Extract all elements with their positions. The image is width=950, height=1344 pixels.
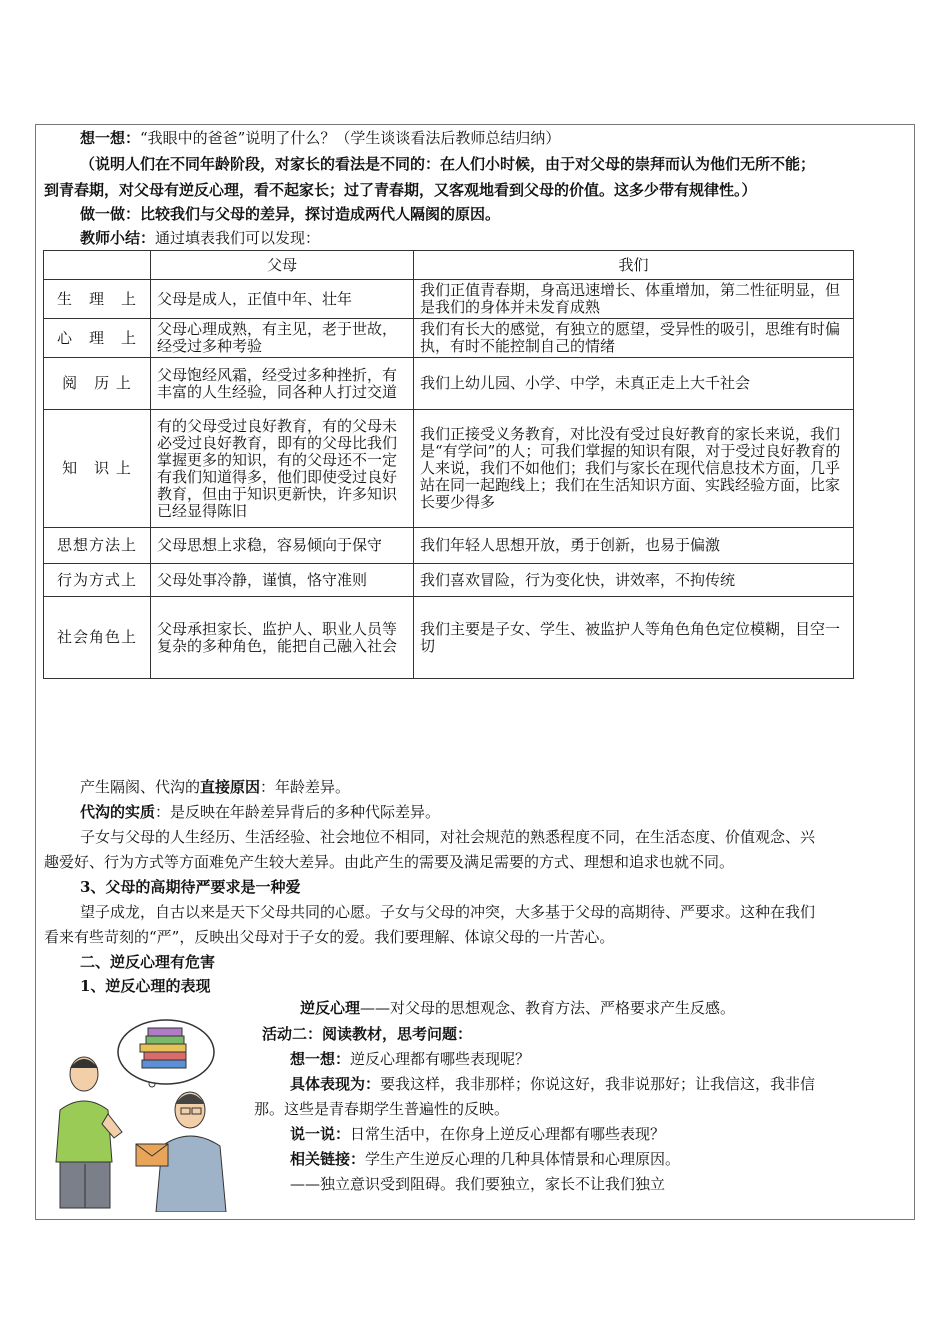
row-label: 思想方法上 [44, 528, 151, 564]
table-row [44, 280, 854, 319]
hope-line-2: 看来有些苛刻的“严”，反映出父母对于子女的爱。我们要理解、体谅父母的一片苦心。 [44, 928, 615, 946]
sub-heading-1: 1、逆反心理的表现 [80, 977, 211, 995]
diff-line-1: 子女与父母的人生经历、生活经验、社会地位不相同，对社会规范的熟悉程度不同，在生活态度、价值观念、兴 [80, 828, 816, 846]
table-row [44, 358, 854, 410]
us-cell: 我们正值青春期，身高迅速增长、体重增加，第二性征明显，但是我们的身体并未发育成熟 [414, 280, 854, 319]
parents-cell: 父母是成人，正值中年、壮年 [151, 280, 414, 319]
parents-cell: 有的父母受过良好教育，有的父母未必受过良好教育，即有的父母比我们掌握更多的知识，有的父母还不一定有我们知道得多，他们即使受过良好教育，但由于知识更新快，许多知识已经显得陈旧 [151, 410, 414, 528]
row-label: 生 理 上 [44, 280, 151, 319]
comparison-table [43, 250, 854, 679]
us-cell: 我们年轻人思想开放，勇于创新，也易于偏激 [414, 528, 854, 564]
say-line: 说一说：日常生活中，在你身上逆反心理都有哪些表现？ [290, 1125, 666, 1143]
diff-line-2: 趣爱好、行为方式等方面难免产生较大差异。由此产生的需要及满足需要的方式、理想和追求也就不同。 [44, 853, 735, 871]
concrete-line-1: 具体表现为：要我这样，我非那样；你说这好，我非说那好；让我信这，我非信 [290, 1075, 816, 1093]
table-row [44, 410, 854, 528]
row-label: 知 识 上 [44, 410, 151, 528]
parents-cell: 父母承担家长、监护人、职业人员等复杂的多种角色，能把自己融入社会 [151, 597, 414, 679]
row-label: 阅 历 上 [44, 358, 151, 410]
header-cell: 我们 [414, 251, 854, 280]
link-line: 相关链接：学生产生逆反心理的几种具体情景和心理原因。 [290, 1150, 681, 1168]
us-cell: 我们有长大的感觉，有独立的愿望，受异性的吸引，思维有时偏执，有时不能控制自己的情绪 [414, 319, 854, 358]
father-son-illustration [44, 1012, 254, 1212]
parents-cell: 父母思想上求稳，容易倾向于保守 [151, 528, 414, 564]
table-row [44, 597, 854, 679]
parents-cell: 父母心理成熟，有主见，老于世故，经受过多种考验 [151, 319, 414, 358]
last-line: ——独立意识受到阻碍。我们要独立，家长不让我们独立 [290, 1175, 666, 1193]
row-label: 心 理 上 [44, 319, 151, 358]
term-line: 逆反心理——对父母的思想观念、教育方法、严格要求产生反感。 [300, 999, 736, 1017]
do-line: 做一做：比较我们与父母的差异，探讨造成两代人隔阂的原因。 [80, 205, 501, 223]
heading-3: 3、父母的高期待严要求是一种爱 [80, 878, 301, 896]
parents-cell: 父母饱经风霜，经受过多种挫折，有丰富的人生经验，同各种人打过交道 [151, 358, 414, 410]
hope-line-1: 望子成龙，自古以来是天下父母共同的心愿。子女与父母的冲突，大多基于父母的高期待、严要求。这种在我们 [80, 903, 816, 921]
us-cell: 我们主要是子女、学生、被监护人等角色角色定位模糊，目空一切 [414, 597, 854, 679]
explain-line-2: 到青春期，对父母有逆反心理，看不起家长；过了青春期，又客观地看到父母的价值。这多少带有规律性。） [44, 181, 757, 199]
activity-think-line: 想一想：逆反心理都有哪些表现呢？ [290, 1050, 531, 1068]
table-row [44, 564, 854, 597]
think-line: 想一想：“我眼中的爸爸”说明了什么？（学生谈谈看法后教师总结归纳） [80, 129, 561, 147]
section-2-heading: 二、逆反心理有危害 [80, 953, 216, 971]
explain-line-1: （说明人们在不同年龄阶段，对家长的看法是不同的：在人们小时候，由于对父母的崇拜而认为他们无所不能； [80, 155, 816, 173]
direct-cause-line: 产生隔阂、代沟的直接原因：年龄差异。 [80, 778, 351, 796]
header-cell: 父母 [151, 251, 414, 280]
us-cell: 我们正接受义务教育，对比没有受过良好教育的家长来说，我们是“有学问”的人；可我们掌握的知识有限，对于受过良好教育的人来说，我们不如他们；我们与家长在现代信息技术方面，几乎站在同一起跑线上；我们在生活知识方面、实践经验方面，比家长要少得多 [414, 410, 854, 528]
header-cell [44, 251, 151, 280]
activity-line: 活动二：阅读教材，思考问题： [262, 1025, 473, 1043]
us-cell: 我们上幼儿园、小学、中学，未真正走上大千社会 [414, 358, 854, 410]
summary-line: 教师小结：通过填表我们可以发现： [80, 229, 321, 247]
table-row [44, 528, 854, 564]
parents-cell: 父母处事冷静，谨慎，恪守准则 [151, 564, 414, 597]
us-cell: 我们喜欢冒险，行为变化快，讲效率，不拘传统 [414, 564, 854, 597]
table-row [44, 319, 854, 358]
concrete-line-2: 那。这些是青春期学生普遍性的反映。 [254, 1100, 510, 1118]
table-header-row [44, 251, 854, 280]
row-label: 行为方式上 [44, 564, 151, 597]
row-label: 社会角色上 [44, 597, 151, 679]
essence-line: 代沟的实质：是反映在年龄差异背后的多种代际差异。 [80, 803, 441, 821]
